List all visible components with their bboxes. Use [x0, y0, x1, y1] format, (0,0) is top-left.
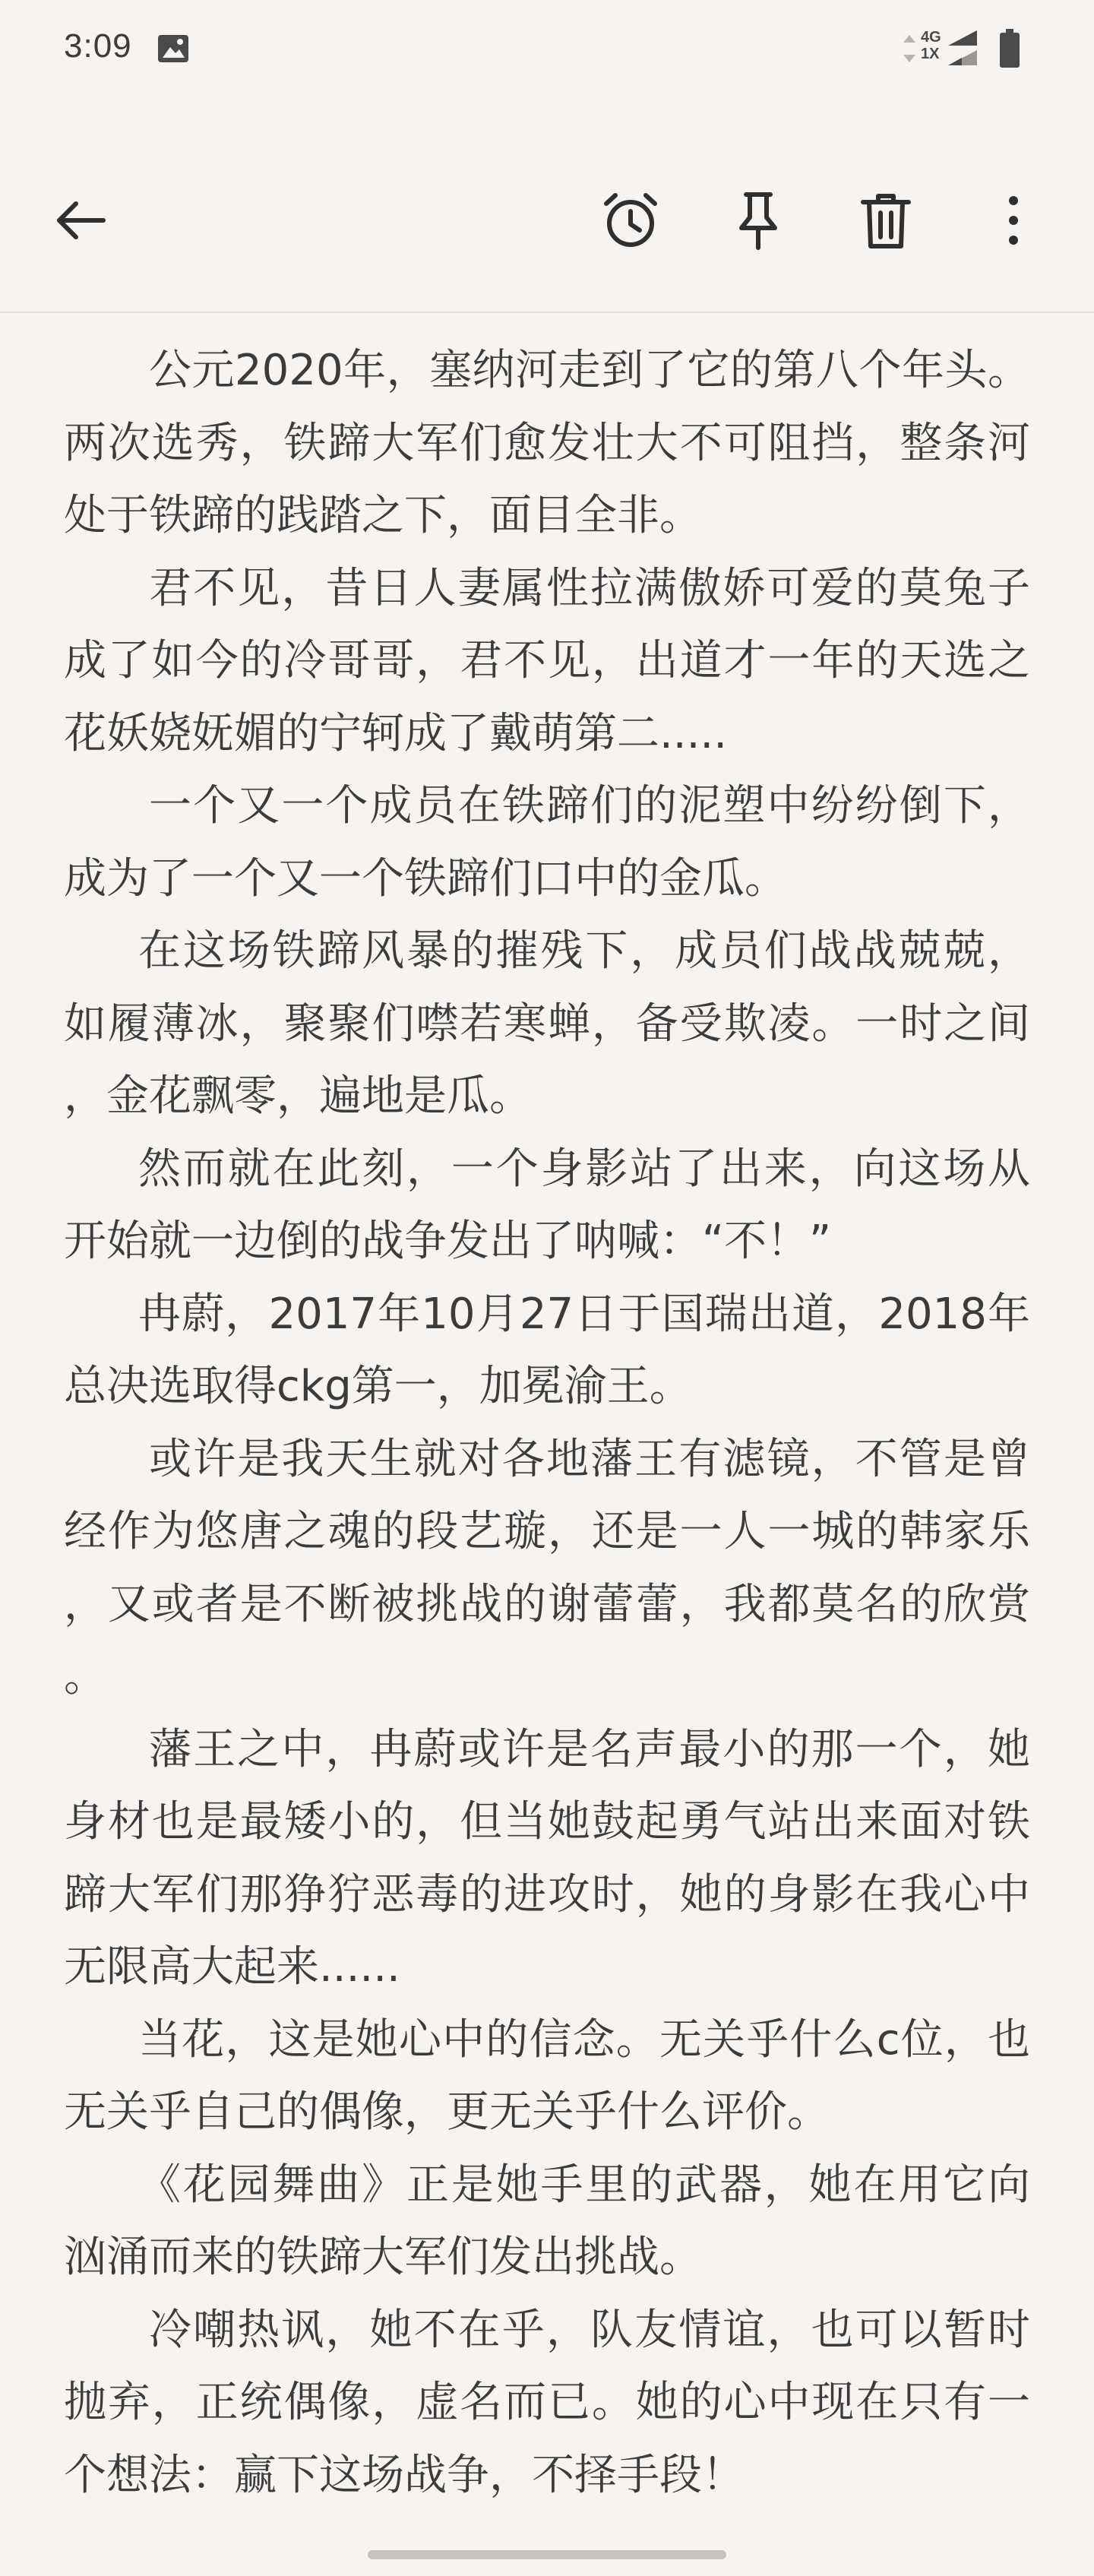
- battery-icon: [998, 29, 1021, 68]
- note-paragraph: 藩王之中，冉蔚或许是名声最小的那一个，她身材也是最矮小的，但当她鼓起勇气站出来面对铁蹄大军们那狰狞恶毒的进攻时，她的身影在我心中无限高大起来......: [64, 1724, 1030, 1992]
- note-paragraph: 然而就在此刻，一个身影站了出来，向这场从开始就一边倒的战争发出了呐喊：“不！”: [64, 1144, 1030, 1266]
- more-options-button[interactable]: [975, 182, 1051, 258]
- note-paragraph: 在这场铁蹄风暴的摧残下，成员们战战兢兢，如履薄冰，聚聚们噤若寒蝉，备受欺凌。一时之间，金花飘零，遍地是瓜。: [64, 926, 1030, 1121]
- arrow-left-icon: [50, 190, 111, 251]
- note-paragraph: 君不见，昔日人妻属性拉满傲娇可爱的莫兔子成了如今的冷哥哥，君不见，出道才一年的天选之花妖娆妩媚的宁轲成了戴萌第二.....: [64, 563, 1030, 758]
- data-arrows-icon: [901, 33, 918, 64]
- delete-button[interactable]: [848, 182, 924, 258]
- status-indicators: [901, 27, 1030, 70]
- note-paragraph: 或许是我天生就对各地藩王有滤镜，不管是曾经作为悠唐之魂的段艺璇，还是一人一城的韩家乐，又或者是不断被挑战的谢蕾蕾，我都莫名的欣赏。: [64, 1434, 1030, 1701]
- note-paragraph: 公元2020年，塞纳河走到了它的第八个年头。两次选秀，铁蹄大军们愈发壮大不可阻挡，整条河处于铁蹄的践踏之下，面目全非。: [64, 346, 1030, 540]
- note-body[interactable]: [64, 334, 1030, 2511]
- network-type-top: 4G: [921, 29, 941, 46]
- signal-strength-icon: [947, 29, 979, 47]
- pin-button[interactable]: [720, 182, 796, 258]
- trash-icon: [854, 188, 918, 252]
- note-paragraph: 冉蔚，2017年10月27日于国瑞出道，2018年总决选取得ckg第一，加冕渝王。: [64, 1289, 1030, 1411]
- note-paragraph: 冷嘲热讽，她不在乎，队友情谊，也可以暂时抛弃，正统偶像，虚名而已。她的心中现在只有一个想法：赢下这场战争，不择手段！: [64, 2305, 1030, 2500]
- toolbar-divider: [0, 312, 1094, 313]
- status-time: 3:09: [64, 27, 132, 65]
- note-toolbar: [0, 152, 1094, 296]
- alarm-clock-icon: [599, 188, 662, 252]
- reminder-button[interactable]: [593, 182, 669, 258]
- home-indicator[interactable]: [368, 2550, 726, 2559]
- note-paragraph: 当花，这是她心中的信念。无关乎什么c位，也无关乎自己的偶像，更无关乎什么评价。: [64, 2014, 1030, 2137]
- image-icon: [157, 33, 190, 64]
- note-paragraph: 《花园舞曲》正是她手里的武器，她在用它向汹涌而来的铁蹄大军们发出挑战。: [64, 2160, 1030, 2282]
- more-vertical-icon: [998, 188, 1029, 252]
- status-bar: [0, 0, 1094, 99]
- network-type-bottom: 1X: [921, 46, 940, 62]
- signal-strength-secondary-icon: [947, 49, 979, 67]
- note-paragraph: 一个又一个成员在铁蹄们的泥塑中纷纷倒下，成为了一个又一个铁蹄们口中的金瓜。: [64, 781, 1030, 903]
- back-button[interactable]: [43, 182, 119, 258]
- pin-icon: [726, 188, 790, 252]
